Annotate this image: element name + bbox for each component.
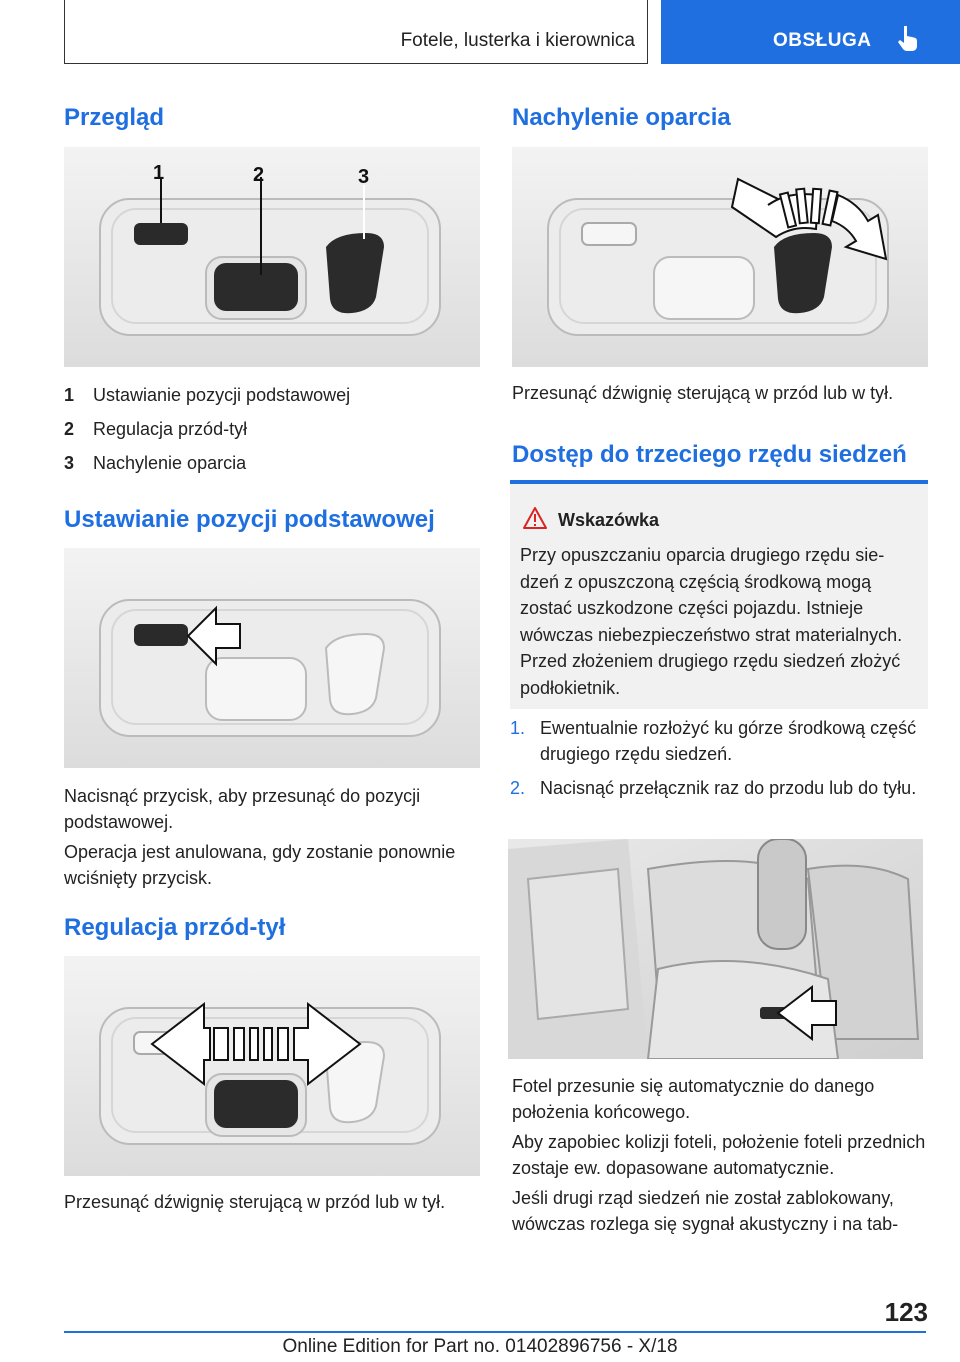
warning-triangle-icon <box>522 506 548 530</box>
steps-list <box>510 715 928 809</box>
paragraph: Przesunąć dźwignię sterującą w przód lub w tył. <box>64 1192 446 1212</box>
list-item: 2. Nacisnąć przełącznik raz do przodu lub do tyłu. <box>510 778 917 798</box>
footer-rule <box>64 1331 926 1333</box>
callout-2: 2 <box>253 164 265 186</box>
paragraph: Przesunąć dźwignię sterującą w przód lub w tył. <box>512 383 894 403</box>
basic-position-figure <box>64 548 480 768</box>
fore-aft-figure <box>64 956 480 1176</box>
list-item: 2 Regulacja przód-tył <box>64 419 248 439</box>
paragraph: Operacja jest anulowana, gdy zostanie ponownie wciśnięty przycisk. <box>64 842 456 888</box>
section-title-backrest: Nachylenie oparcia <box>512 104 731 131</box>
section-title-basic-position: Ustawianie pozycji podstawowej <box>64 506 435 533</box>
list-item: 1. Ewentualnie rozłożyć ku górze środkową część drugiego rzędu siedzeń. <box>510 718 917 764</box>
paragraph: Fotel przesunie się automatycznie do danego położenia końcowego. <box>512 1076 875 1122</box>
section-tab-label: OBSŁUGA <box>773 30 872 51</box>
page-number: 123 <box>884 1297 928 1327</box>
section-title-third-row: Dostęp do trzeciego rzędu siedzeń <box>512 441 907 468</box>
note-title: Wskazówka <box>558 510 660 530</box>
header-title: Fotele, lusterka i kierownica <box>400 30 635 51</box>
callout-3: 3 <box>358 166 370 188</box>
hand-pointer-icon <box>897 24 919 52</box>
paragraph: Aby zapobiec kolizji foteli, położenie foteli przednich zostaje ew. dopasowane automatycznie. <box>512 1132 926 1178</box>
header-frame <box>64 0 648 64</box>
note-text: Przy opuszczaniu oparcia drugiego rzędu siedzeń z opuszczoną częścią środkową mogą zostać uszkodzone części pojazdu. Istnieje wówczas niebezpieczeństwo strat materialnych. Przed złożeniem drugiego rzędu siedzeń złożyć podłokietnik. <box>520 545 903 698</box>
seat-controls-overview-figure <box>64 147 480 367</box>
note-box <box>510 484 928 709</box>
backrest-figure <box>512 147 928 367</box>
paragraph: Nacisnąć przycisk, aby przesunąć do pozycji podstawowej. <box>64 786 421 832</box>
list-item: 3 Nachylenie oparcia <box>64 453 247 473</box>
list-item: 1 Ustawianie pozycji podstawowej <box>64 385 351 405</box>
section-title-overview: Przegląd <box>64 104 165 131</box>
paragraph: Jeśli drugi rząd siedzeń nie został zablokowany, wówczas rozlega się sygnał akustyczny i na tab- <box>512 1188 899 1234</box>
overview-legend <box>64 378 480 480</box>
section-tab-obsluga[interactable] <box>661 0 960 64</box>
footer-edition: Online Edition for Part no. 01402896756 - X/18 <box>282 1336 678 1357</box>
third-row-access-figure <box>508 839 923 1059</box>
section-title-fore-aft: Regulacja przód-tył <box>64 914 286 941</box>
callout-1: 1 <box>153 162 165 184</box>
